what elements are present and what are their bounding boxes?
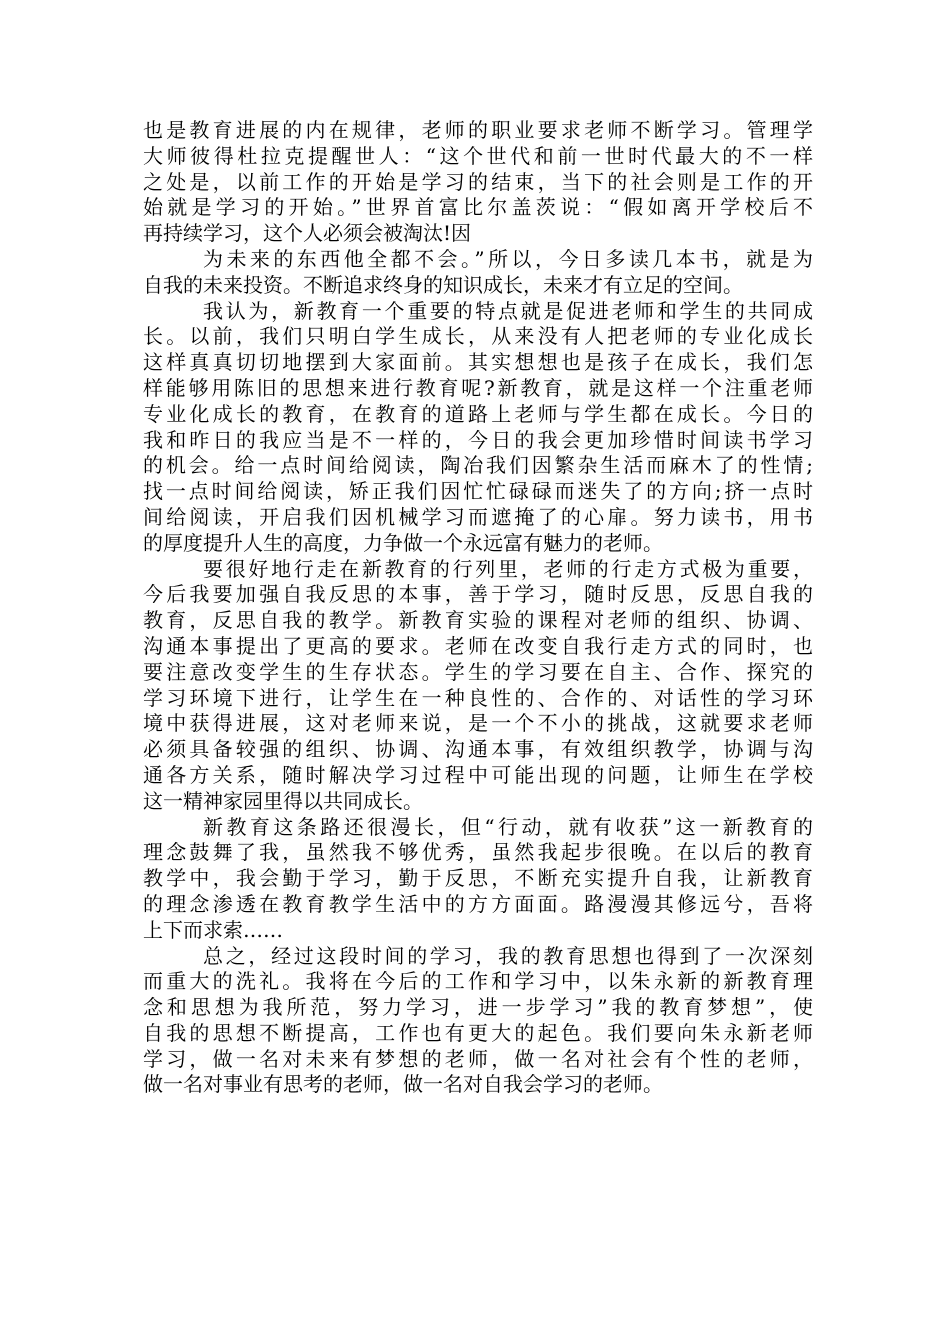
text-line: 的厚度提升人生的高度，力争做一个永远富有魅力的老师。 [143, 530, 663, 555]
text-line: 样能够用陈旧的思想来进行教育呢?新教育，就是这样一个注重老师 [143, 375, 813, 400]
text-line: 专业化成长的教育，在教育的道路上老师与学生都在成长。今日的 [143, 401, 813, 426]
text-line: 新教育这条路还很漫长，但“行动，就有收获”这一新教育的 [203, 814, 813, 839]
text-line: 之处是，以前工作的开始是学习的结束，当下的社会则是工作的开 [143, 169, 813, 194]
text-line: 要很好地行走在新教育的行列里，老师的行走方式极为重要， [203, 556, 813, 581]
text-line: 这一精神家园里得以共同成长。 [143, 788, 423, 813]
text-line: 通各方关系，随时解决学习过程中可能出现的问题，让师生在学校 [143, 762, 813, 787]
text-line: 今后我要加强自我反思的本事，善于学习，随时反思，反思自我的 [143, 582, 813, 607]
text-line: 教育，反思自我的教学。新教育实验的课程对老师的组织、协调、 [143, 608, 813, 633]
text-line: 理念鼓舞了我，虽然我不够优秀，虽然我起步很晚。在以后的教育 [143, 840, 813, 865]
text-line: 大师彼得杜拉克提醒世人：“这个世代和前一世时代最大的不一样 [143, 143, 813, 168]
text-line: 长。以前，我们只明白学生成长，从来没有人把老师的专业化成长 [143, 324, 813, 349]
text-line: 念和思想为我所范，努力学习，进一步学习”我的教育梦想”，使 [143, 995, 813, 1020]
text-line: 做一名对事业有思考的老师，做一名对自我会学习的老师。 [143, 1072, 663, 1097]
text-line: 再持续学习，这个人必须会被淘汰!因 [143, 221, 472, 246]
text-line: 总之，经过这段时间的学习，我的教育思想也得到了一次深刻 [203, 943, 813, 968]
text-line: 的理念渗透在教育教学生活中的方方面面。路漫漫其修远兮，吾将 [143, 891, 813, 916]
text-line: 我认为，新教育一个重要的特点就是促进老师和学生的共同成 [203, 298, 813, 323]
text-line: 自我的未来投资。不断追求终身的知识成长，未来才有立足的空间。 [143, 272, 743, 297]
text-line: 间给阅读，开启我们因机械学习而遮掩了的心扉。努力读书，用书 [143, 504, 813, 529]
text-line: 我和昨日的我应当是不一样的，今日的我会更加珍惜时间读书学习 [143, 427, 813, 452]
text-line: 找一点时间给阅读，矫正我们因忙忙碌碌而迷失了的方向;挤一点时 [143, 479, 813, 504]
text-line: 必须具备较强的组织、协调、沟通本事，有效组织教学，协调与沟 [143, 737, 813, 762]
text-line: 而重大的洗礼。我将在今后的工作和学习中，以朱永新的新教育理 [143, 969, 813, 994]
text-line: 沟通本事提出了更高的要求。老师在改变自我行走方式的同时，也 [143, 633, 813, 658]
text-line: 始就是学习的开始。”世界首富比尔盖茨说：“假如离开学校后不 [143, 195, 813, 220]
text-line: 要注意改变学生的生存状态。学生的学习要在自主、合作、探究的 [143, 659, 813, 684]
text-line: 学习环境下进行，让学生在一种良性的、合作的、对话性的学习环 [143, 685, 813, 710]
text-line: 学习，做一名对未来有梦想的老师，做一名对社会有个性的老师， [143, 1046, 813, 1071]
text-line: 为未来的东西他全都不会。”所以，今日多读几本书，就是为 [203, 246, 813, 271]
text-line: 教学中，我会勤于学习，勤于反思，不断充实提升自我，让新教育 [143, 866, 813, 891]
text-line: 的机会。给一点时间给阅读，陶冶我们因繁杂生活而麻木了的性情; [143, 453, 813, 478]
text-line: 也是教育进展的内在规律，老师的职业要求老师不断学习。管理学 [143, 118, 813, 142]
text-line: 这样真真切切地摆到大家面前。其实想想也是孩子在成长，我们怎 [143, 350, 813, 375]
text-line: 自我的思想不断提高，工作也有更大的起色。我们要向朱永新老师 [143, 1020, 813, 1045]
document-body [143, 118, 813, 1098]
text-line: 上下而求索…… [143, 917, 283, 942]
text-line: 境中获得进展，这对老师来说，是一个不小的挑战，这就要求老师 [143, 711, 813, 736]
